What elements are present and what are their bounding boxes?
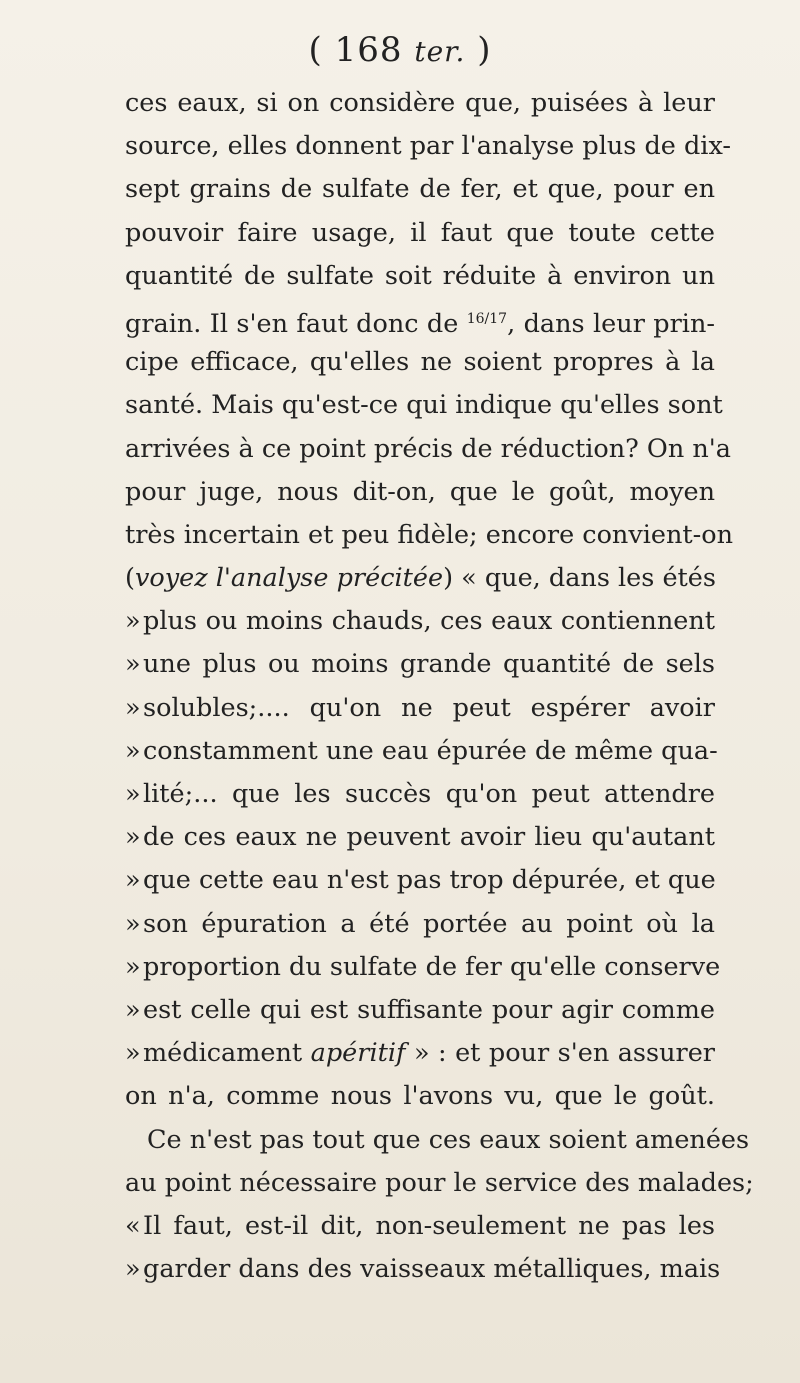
text-line (125, 946, 721, 989)
page-header (0, 30, 800, 70)
text-line (125, 816, 715, 859)
text-segment: pour juge, nous dit-on, que le goût, moyen (125, 476, 715, 507)
text-line (125, 557, 715, 600)
text-segment: constamment une eau épurée de même qua- (143, 735, 718, 766)
text-line (125, 1119, 750, 1162)
header-left-paren: ( (308, 30, 323, 70)
text-segment: source, elles donnent par l'analyse plus de dix- (125, 131, 732, 162)
text-line (125, 1205, 715, 1248)
text-segment: Il faut, est-il dit, non-seulement ne pas les (143, 1210, 715, 1241)
text-segment: son épuration a été portée au point où la (143, 908, 715, 939)
text-line (125, 125, 732, 168)
text-line (125, 859, 715, 902)
quote-mark: » (125, 951, 141, 982)
quote-mark: » (125, 1254, 141, 1285)
quote-mark: » (125, 908, 141, 939)
text-line (125, 989, 715, 1032)
text-segment: proportion du sulfate de fer qu'elle conserve (143, 951, 721, 982)
text-line (125, 730, 718, 773)
text-segment: une plus ou moins grande quantité de sels (143, 649, 715, 680)
text-line (125, 1248, 721, 1291)
quote-mark: » (125, 865, 141, 896)
text-line (125, 643, 715, 686)
text-segment: solubles;.... qu'on ne peut espérer avoir (143, 692, 715, 723)
text-line (125, 212, 715, 255)
text-line (125, 687, 715, 730)
text-segment: lité;... que les succès qu'on peut attendre (143, 779, 715, 809)
text-segment: pouvoir faire usage, il faut que toute cette (125, 217, 715, 248)
text-segment: garder dans des vaisseaux métalliques, mais (143, 1254, 721, 1285)
italic-text: voyez l'analyse précitée (134, 563, 444, 594)
text-segment: est celle qui est suffisante pour agir comme (143, 994, 715, 1025)
text-line (125, 600, 715, 643)
text-line (125, 903, 715, 946)
quote-mark: » (125, 1038, 141, 1069)
text-line (125, 384, 723, 427)
text-segment: quantité de sulfate soit réduite à environ un (125, 260, 715, 291)
text-segment: santé. Mais qu'est-ce qui indique qu'elles sont (125, 390, 723, 421)
text-line (125, 471, 715, 514)
text-segment: arrivées à ce point précis de réduction? On n'a (125, 433, 731, 464)
text-segment: on n'a, comme nous l'avons vu, que le goût. (125, 1081, 715, 1112)
italic-text: apéritif (310, 1038, 406, 1069)
text-segment: Ce n'est pas tout que ces eaux soient amenées (147, 1124, 750, 1155)
quote-mark: » (125, 692, 141, 723)
text-segment: très incertain et peu fidèle; encore convient-on (125, 519, 734, 550)
text-segment: médicament (143, 1038, 311, 1069)
text-segment: ( (125, 563, 135, 594)
quote-mark: » (125, 779, 141, 809)
text-segment: de ces eaux ne peuvent avoir lieu qu'autant (143, 822, 715, 853)
text-line (125, 298, 715, 341)
text-line (125, 1075, 715, 1118)
quote-mark: » (125, 735, 141, 766)
text-line (125, 255, 715, 298)
quote-mark: » (125, 649, 141, 680)
text-segment: , dans leur prin- (507, 308, 715, 339)
text-line (125, 82, 715, 125)
fraction: 16/17 (466, 310, 508, 327)
text-segment: au point nécessaire pour le service des malades; (125, 1167, 754, 1198)
quote-mark: » (125, 994, 141, 1025)
text-line (125, 1162, 754, 1205)
text-segment: sept grains de sulfate de fer, et que, pour en (125, 174, 715, 205)
text-segment: grain. Il s'en faut donc de (125, 308, 467, 339)
page-suffix: ter. (414, 35, 466, 68)
text-line (125, 773, 715, 816)
text-segment: que cette eau n'est pas trop dépurée, et que (143, 865, 716, 896)
body-text (125, 82, 754, 1291)
text-segment: ) « que, dans les étés (443, 563, 716, 594)
quote-mark: « (125, 1210, 141, 1241)
page-number: 168 (334, 30, 403, 70)
text-line (125, 514, 734, 557)
text-segment: plus ou moins chauds, ces eaux contiennent (143, 606, 715, 637)
text-segment: cipe efficace, qu'elles ne soient propres à la (125, 347, 715, 378)
header-right-paren: ) (477, 30, 492, 70)
text-line (125, 341, 715, 384)
text-segment: ces eaux, si on considère que, puisées à leur (125, 88, 715, 118)
quote-mark: » (125, 822, 141, 853)
quote-mark: » (125, 606, 141, 637)
text-line (125, 168, 715, 211)
text-line (125, 1032, 715, 1075)
text-segment: » : et pour s'en assurer (405, 1038, 715, 1069)
text-line (125, 428, 731, 471)
